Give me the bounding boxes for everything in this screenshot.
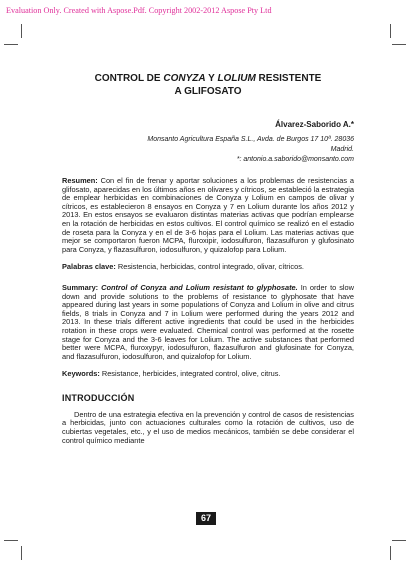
crop-mark xyxy=(390,546,391,560)
summary-paragraph: Summary: Control of Conyza and Lolium resistant to glyphosate. In order to slow down and provide solutions to the problems of resistance to glyphosate that have appeared during last years in some populations of Conyza and Lolium in olive and citrus fields, 8 trials in Conyza and 7 in Lolium were performed during the years 2012 and 2013. In these trials different active ingredients that could be used in the herbicides rotation in these crops were evaluated. Chemical control was performed at the rosette stage for Conyza and the 3-6 leaves for Lolium. The active substances that performed better were MCPA, fluroxypyr, iodosulfuron, flazasulfuron and glufosinate for Conyza, and flazasulfuron, iodosulfuron, and quizalofop for Lolium. xyxy=(62,282,354,361)
author-email: *: antonio.a.saborido@monsanto.com xyxy=(236,156,354,163)
resumen-paragraph: Resumen: Con el fin de frenar y aportar soluciones a los problemas de resistencias a glifosato, aparecidas en los últimos años en olivares y cítricos, se estableció la estrategia de emplear herbicidas en combinaciones de Conyza y Lolium en campos de olivar y cítricos, es establecieron 8 ensayos en Conyza y 7 en Lolium durante los años 2012 y 2013. En estos ensayos se evaluaron distintas materias activas que podrían emplearse en la rotación de herbicidas en estos cultivos. El control químico se realizó en el estadio de roseta para la Conyza y en el de 3-6 hojas para el Lolium. Las materias activas que mejor se comportaron fueron MCPA, fluroxipir, iodosulfuron, flazasulfuron y glufosinato para Conyza, y flazasulfuron, iodosulfuron, y quizalofop para Lolium. xyxy=(62,176,354,254)
resumen-label: Resumen: xyxy=(62,176,98,185)
crop-mark xyxy=(390,24,391,38)
crop-mark xyxy=(392,44,406,45)
author-affiliation: Monsanto Agricultura España S.L., Avda. de Burgos 17 10ª. 28036 Madrid. *: antonio.a.saborido@monsanto.com xyxy=(62,135,354,165)
summary-label: Summary: xyxy=(62,282,99,292)
author-name: Álvarez-Saborido A.* xyxy=(275,120,354,129)
crop-mark xyxy=(4,540,18,541)
summary-title: Control of Conyza and Lolium resistant to glyphosate. xyxy=(98,282,298,292)
section-heading-introduccion: INTRODUCCIÓN xyxy=(62,392,135,403)
title-line-2: A GLIFOSATO xyxy=(174,86,242,97)
page-number: 67 xyxy=(196,512,216,525)
title-conyza: CONYZA xyxy=(163,73,206,84)
crop-mark xyxy=(392,540,406,541)
crop-mark xyxy=(4,44,18,45)
paper-content xyxy=(62,70,354,445)
title-line-1: CONTROL DE CONYZA Y LOLIUM RESISTENTE xyxy=(94,73,322,84)
crop-mark xyxy=(21,24,22,38)
paper-title xyxy=(62,72,354,98)
introduccion-text: Dentro de una estrategia efectiva en la prevención y control de casos de resistencias a herbicidas, junto con actuaciones culturales como la rotación de cultivos, uso de cubiertas vegetales, etc., y el uso de medios mecánicos, también se debe considerar el control químico mediante xyxy=(62,409,354,445)
palabras-clave: Palabras clave: Resistencia, herbicidas, control integrado, olivar, cítricos. xyxy=(62,262,304,272)
keywords: Keywords: Resistance, herbicides, integrated control, olive, citrus. xyxy=(62,369,281,379)
watermark-text: Evaluation Only. Created with Aspose.Pdf. Copyright 2002-2012 Aspose Pty Ltd xyxy=(6,6,272,15)
title-lolium: LOLIUM xyxy=(217,73,256,84)
crop-mark xyxy=(21,546,22,560)
